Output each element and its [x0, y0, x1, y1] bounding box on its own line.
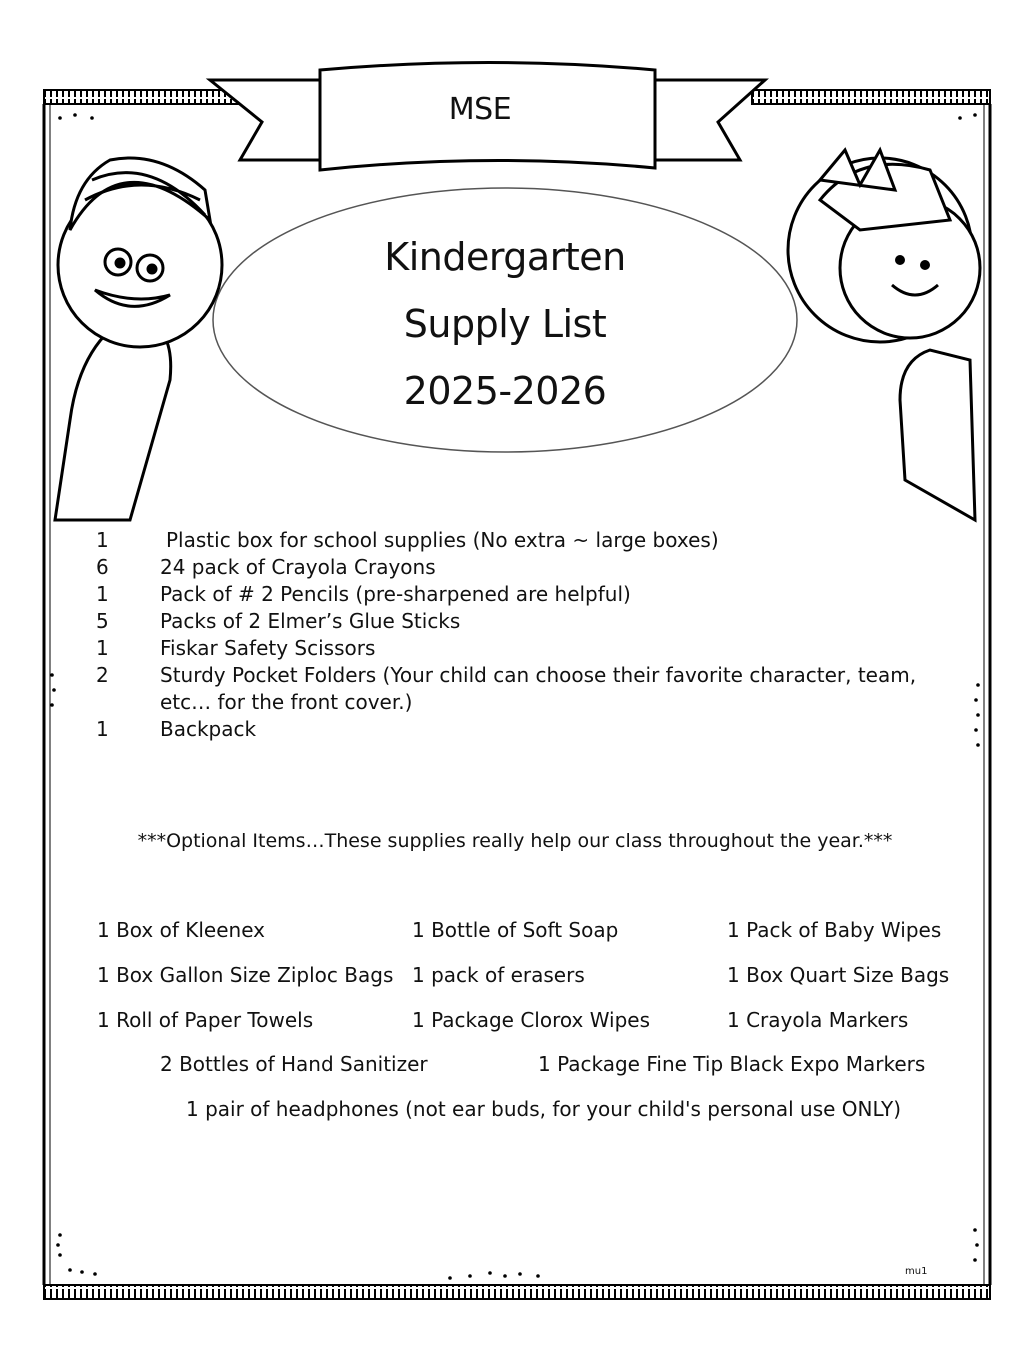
optional-item: 1 Pack of Baby Wipes: [727, 918, 942, 942]
item-quantity: 1: [96, 717, 109, 741]
bottom-border-strip: [44, 1285, 990, 1299]
list-item: [96, 527, 946, 554]
list-item: [96, 716, 946, 743]
item-description: Pack of # 2 Pencils (pre-sharpened are helpful): [160, 582, 631, 606]
optional-item: 1 Crayola Markers: [727, 1008, 909, 1032]
item-quantity: 1: [96, 636, 109, 660]
item-description: Sturdy Pocket Folders (Your child can choose their favorite character, team, etc… for the front cover.): [160, 663, 917, 714]
optional-item: 1 pair of headphones (not ear buds, for your child's personal use ONLY): [186, 1097, 901, 1121]
optional-item: 1 Package Clorox Wipes: [412, 1008, 651, 1032]
required-items-list: [96, 527, 946, 743]
item-description: Fiskar Safety Scissors: [160, 636, 376, 660]
top-right-border-strip: [752, 90, 990, 104]
list-item: [96, 581, 946, 608]
item-quantity: 1: [96, 528, 109, 552]
optional-items-heading: ***Optional Items…These supplies really help our class throughout the year.***: [137, 830, 893, 852]
list-item: [96, 635, 946, 662]
banner-label: MSE: [448, 92, 512, 127]
item-quantity: 6: [96, 555, 109, 579]
item-description: Packs of 2 Elmer’s Glue Sticks: [160, 609, 461, 633]
optional-item: 2 Bottles of Hand Sanitizer: [160, 1052, 428, 1076]
optional-item: 1 Bottle of Soft Soap: [412, 918, 619, 942]
list-item: [96, 554, 946, 581]
item-description: Plastic box for school supplies (No extra ~ large boxes): [166, 528, 719, 552]
optional-item: 1 Package Fine Tip Black Expo Markers: [538, 1052, 926, 1076]
optional-item: 1 Roll of Paper Towels: [97, 1008, 314, 1032]
optional-item: 1 Box Gallon Size Ziploc Bags: [97, 963, 394, 987]
list-item: [96, 662, 946, 716]
optional-item: 1 Box of Kleenex: [97, 918, 265, 942]
page-subtitle: Supply List: [403, 302, 607, 346]
item-description: 24 pack of Crayola Crayons: [160, 555, 436, 579]
artist-signature: mu1: [905, 1266, 928, 1277]
item-quantity: 2: [96, 663, 109, 687]
item-quantity: 5: [96, 609, 109, 633]
list-item: [96, 608, 946, 635]
school-year: 2025-2026: [403, 369, 607, 413]
optional-item: 1 Box Quart Size Bags: [727, 963, 950, 987]
page-title: Kindergarten: [384, 235, 626, 279]
item-description: Backpack: [160, 717, 257, 741]
optional-item: 1 pack of erasers: [412, 963, 585, 987]
boy-illustration: [55, 158, 222, 520]
girl-illustration: [788, 150, 980, 520]
item-quantity: 1: [96, 582, 109, 606]
